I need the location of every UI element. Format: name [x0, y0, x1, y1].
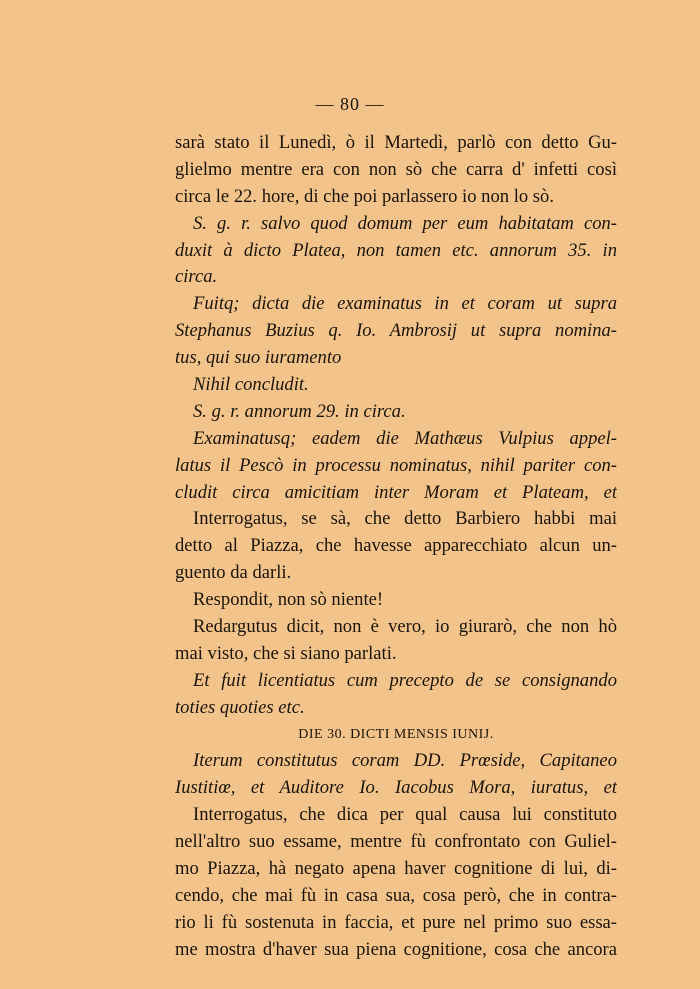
text-line: circa.: [175, 266, 218, 288]
text-line: nell'altro suo essame, mentre fù confrontato con Guliel-: [175, 831, 617, 853]
text-line: tus, qui suo iuramento: [175, 347, 342, 369]
text-line: sarà stato il Lunedì, ò il Martedì, parlò con detto Gu-: [175, 132, 617, 153]
text-line: cludit circa amicitiam inter Moram et Plateam, et: [175, 481, 617, 503]
text-line: S. g. r. annorum 29. in circa.: [193, 400, 406, 422]
text-line: circa le 22. hore, di che poi parlassero io non lo sò.: [175, 185, 554, 207]
text-line: toties quoties etc.: [175, 696, 305, 718]
text-line: guento da darli.: [175, 562, 292, 584]
text-line: Et fuit licentiatus cum precepto de se consignando: [193, 669, 617, 691]
text-line: Iustitiœ, et Auditore Io. Iacobus Mora, iuratus, et: [175, 777, 617, 799]
text-line: Respondit, non sò niente!: [193, 589, 384, 611]
text-line: latus il Pescò in processu nominatus, nihil pariter con-: [175, 454, 617, 476]
text-line: me mostra d'haver sua piena cognitione, cosa che ancora: [175, 938, 617, 960]
text-line: S. g. r. salvo quod domum per eum habitatam con-: [193, 212, 617, 234]
text-line: detto al Piazza, che havesse apparecchiato alcun un-: [175, 535, 617, 557]
section-heading: DIE 30. DICTI MENSIS IUNIJ.: [298, 726, 494, 742]
text-line: Interrogatus, che dica per qual causa lui constituto: [193, 804, 617, 826]
text-line: glielmo mentre era con non sò che carra d' infetti così: [175, 158, 617, 180]
text-line: cendo, che mai fù in casa sua, cosa però, che in contra-: [175, 884, 617, 906]
text-line: Iterum constitutus coram DD. Prœside, Capitaneo: [193, 750, 617, 772]
text-line: mai visto, che si siano parlati.: [175, 642, 397, 664]
text-line: rio li fù sostenuta in faccia, et pure nel primo suo essa-: [175, 911, 617, 933]
text-line: Interrogatus, se sà, che detto Barbiero habbi mai: [193, 508, 617, 530]
text-line: Nihil concludit.: [193, 374, 309, 396]
text-line: Redargutus dicit, non è vero, io giurarò, che non hò: [193, 616, 617, 638]
text-line: duxit à dicto Platea, non tamen etc. annorum 35. in: [175, 239, 617, 261]
text-line: Stephanus Buzius q. Io. Ambrosij ut supra nomina-: [175, 320, 617, 342]
text-line: Fuitq; dicta die examinatus in et coram ut supra: [193, 293, 617, 315]
body-text: [175, 130, 617, 964]
text-line: Examinatusq; eadem die Mathæus Vulpius appel-: [193, 427, 617, 449]
text-line: mo Piazza, hà negato apena haver cognitione di lui, di-: [175, 858, 617, 880]
page-number: — 80 —: [315, 94, 385, 114]
